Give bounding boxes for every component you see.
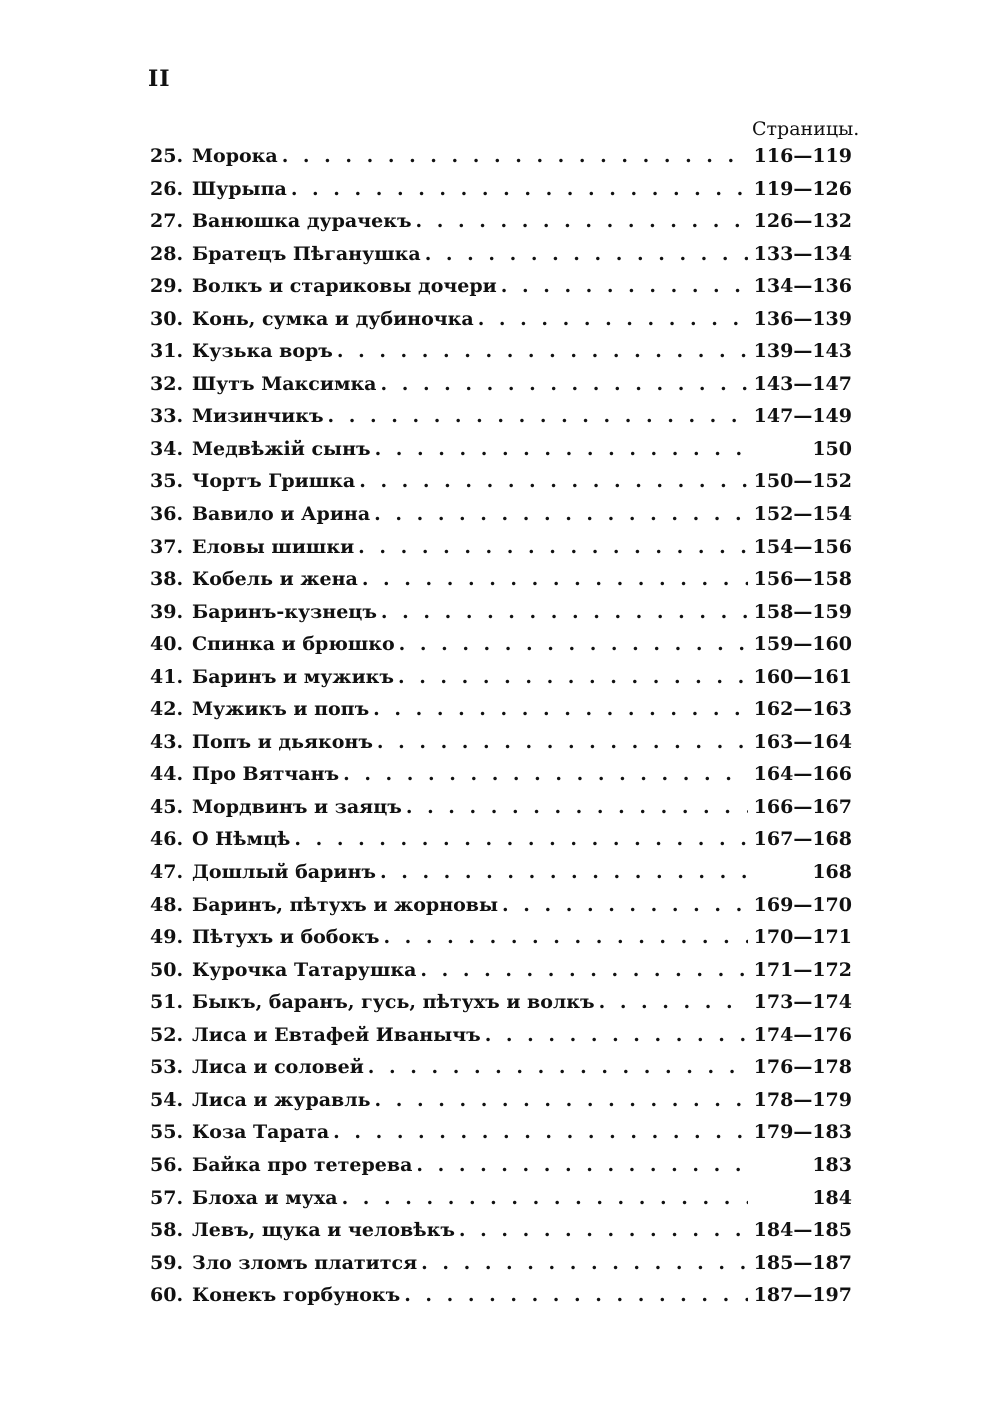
- entry-number: 57.: [150, 1186, 184, 1209]
- toc-entry: [150, 1024, 852, 1057]
- entry-title: Кузька воръ: [192, 340, 333, 363]
- entry-pages: 116—119: [753, 145, 852, 167]
- dot-leader: [421, 1252, 748, 1274]
- entry-pages: 183: [812, 1153, 852, 1176]
- entry-title: Блоха и муха: [192, 1186, 338, 1209]
- entry-pages: 185—187: [753, 1251, 852, 1274]
- toc-entry: [150, 666, 852, 699]
- toc-entry: [150, 275, 852, 308]
- entry-pages: 176—178: [753, 1056, 852, 1079]
- entry-title: Конекъ горбунокъ: [192, 1284, 401, 1307]
- entry-pages: 168: [812, 861, 852, 884]
- toc-entry: [150, 178, 852, 211]
- entry-title: Коза Тарата: [192, 1121, 330, 1144]
- entry-pages: 184—185: [753, 1219, 852, 1242]
- dot-leader: [420, 959, 748, 981]
- entry-title: Быкъ, баранъ, гусь, пѣтухъ и волкъ: [192, 991, 595, 1014]
- entry-number: 52.: [150, 1023, 184, 1046]
- entry-title: Шурыпа: [192, 177, 287, 200]
- toc-entry: [150, 1252, 852, 1285]
- entry-title: Баринъ и мужикъ: [192, 665, 394, 688]
- toc-entry: [150, 1284, 852, 1317]
- entry-number: 56.: [150, 1153, 184, 1176]
- entry-number: 37.: [150, 535, 184, 558]
- dot-leader: [375, 1089, 748, 1111]
- dot-leader: [380, 373, 748, 395]
- dot-leader: [294, 828, 748, 850]
- toc-entry: [150, 1089, 852, 1122]
- entry-pages: 174—176: [753, 1023, 852, 1046]
- entry-title: Пѣтухъ и бобокъ: [192, 926, 380, 949]
- entry-pages: 162—163: [753, 698, 852, 721]
- entry-title: Чортъ Гришка: [192, 470, 356, 493]
- entry-number: 55.: [150, 1121, 184, 1144]
- toc-entry: [150, 373, 852, 406]
- dot-leader: [416, 1154, 748, 1176]
- toc-entry: [150, 145, 852, 178]
- dot-leader: [478, 308, 748, 330]
- dot-leader: [377, 731, 748, 753]
- entry-title: Медвѣжій сынъ: [192, 437, 371, 460]
- entry-number: 32.: [150, 372, 184, 395]
- toc-entry: [150, 861, 852, 894]
- dot-leader: [291, 178, 748, 200]
- entry-number: 43.: [150, 730, 184, 753]
- entry-number: 39.: [150, 600, 184, 623]
- entry-pages: 156—158: [753, 568, 852, 591]
- toc-entry: [150, 210, 852, 243]
- entry-number: 58.: [150, 1219, 184, 1242]
- dot-leader: [502, 894, 748, 916]
- entry-title: Баринъ, пѣтухъ и жорновы: [192, 893, 499, 916]
- dot-leader: [337, 340, 748, 362]
- entry-title: Еловы шишки: [192, 535, 355, 558]
- entry-number: 29.: [150, 275, 184, 298]
- entry-pages: 134—136: [753, 275, 852, 298]
- dot-leader: [359, 470, 748, 492]
- toc-entry: [150, 1187, 852, 1220]
- entry-pages: 160—161: [753, 665, 852, 688]
- dot-leader: [375, 438, 748, 460]
- entry-title: Кобель и жена: [192, 568, 358, 591]
- toc-entry: [150, 633, 852, 666]
- entry-title: Шутъ Максимка: [192, 372, 377, 395]
- entry-number: 27.: [150, 210, 184, 233]
- entry-title: Левъ, щука и человѣкъ: [192, 1219, 455, 1242]
- entry-pages: 187—197: [753, 1284, 852, 1307]
- toc-entry: [150, 1219, 852, 1252]
- entry-pages: 139—143: [753, 340, 852, 363]
- toc-entry: [150, 438, 852, 471]
- toc-entry: [150, 991, 852, 1024]
- entry-pages: 170—171: [753, 926, 852, 949]
- entry-pages: 154—156: [753, 535, 852, 558]
- entry-title: Мизинчикъ: [192, 405, 324, 428]
- entry-title: Волкъ и стариковы дочери: [192, 275, 497, 298]
- entry-pages: 147—149: [753, 405, 852, 428]
- entry-pages: 179—183: [753, 1121, 852, 1144]
- toc-entry: [150, 1056, 852, 1089]
- entry-number: 54.: [150, 1088, 184, 1111]
- entry-pages: 166—167: [753, 795, 852, 818]
- entry-number: 48.: [150, 893, 184, 916]
- entry-title: Мордвинъ и заяцъ: [192, 795, 402, 818]
- entry-title: Попъ и дьяконъ: [192, 730, 373, 753]
- dot-leader: [333, 1121, 748, 1143]
- entry-number: 50.: [150, 958, 184, 981]
- toc-entry: [150, 731, 852, 764]
- page-number: II: [148, 66, 171, 92]
- dot-leader: [501, 275, 748, 297]
- dot-leader: [416, 210, 748, 232]
- pages-column-header: Страницы.: [752, 118, 860, 140]
- entry-title: Конь, сумка и дубиночка: [192, 307, 474, 330]
- toc-entry: [150, 926, 852, 959]
- toc-entry: [150, 243, 852, 276]
- entry-pages: 150—152: [753, 470, 852, 493]
- entry-title: Баринъ-кузнецъ: [192, 600, 377, 623]
- dot-leader: [343, 763, 748, 785]
- toc-entry: [150, 763, 852, 796]
- entry-number: 42.: [150, 698, 184, 721]
- entry-number: 33.: [150, 405, 184, 428]
- dot-leader: [599, 991, 748, 1013]
- toc-entry: [150, 470, 852, 503]
- entry-number: 45.: [150, 795, 184, 818]
- entry-title: Лиса и журавль: [192, 1088, 371, 1111]
- entry-title: Зло зломъ платится: [192, 1251, 418, 1274]
- toc-entry: [150, 536, 852, 569]
- toc-entry: [150, 308, 852, 341]
- entry-number: 59.: [150, 1251, 184, 1274]
- entry-title: Лиса и Евтафей Иванычъ: [192, 1023, 481, 1046]
- entry-pages: 169—170: [753, 893, 852, 916]
- entry-pages: 133—134: [753, 242, 852, 265]
- dot-leader: [404, 1284, 748, 1306]
- toc-entry: [150, 1121, 852, 1154]
- entry-pages: 163—164: [753, 730, 852, 753]
- entry-title: Дошлый баринъ: [192, 861, 376, 884]
- entry-pages: 158—159: [753, 600, 852, 623]
- toc-entry: [150, 894, 852, 927]
- entry-number: 35.: [150, 470, 184, 493]
- entry-number: 51.: [150, 991, 184, 1014]
- entry-title: Про Вятчанъ: [192, 763, 340, 786]
- toc-entry: [150, 405, 852, 438]
- dot-leader: [425, 243, 748, 265]
- entry-pages: 150: [812, 437, 852, 460]
- dot-leader: [383, 926, 748, 948]
- dot-leader: [381, 601, 748, 623]
- dot-leader: [358, 536, 748, 558]
- toc-entry: [150, 959, 852, 992]
- entry-title: Курочка Татарушка: [192, 958, 417, 981]
- dot-leader: [399, 633, 748, 655]
- toc-entry: [150, 340, 852, 373]
- entry-pages: 159—160: [753, 633, 852, 656]
- entry-number: 38.: [150, 568, 184, 591]
- toc-entry: [150, 796, 852, 829]
- entry-number: 60.: [150, 1284, 184, 1307]
- toc-entry: [150, 1154, 852, 1187]
- dot-leader: [406, 796, 748, 818]
- dot-leader: [342, 1187, 748, 1209]
- dot-leader: [459, 1219, 748, 1241]
- entry-pages: 178—179: [753, 1088, 852, 1111]
- entry-number: 44.: [150, 763, 184, 786]
- entry-number: 36.: [150, 503, 184, 526]
- entry-title: Байка про тетерева: [192, 1153, 413, 1176]
- entry-number: 47.: [150, 861, 184, 884]
- entry-number: 53.: [150, 1056, 184, 1079]
- entry-pages: 173—174: [753, 991, 852, 1014]
- entry-pages: 126—132: [753, 210, 852, 233]
- dot-leader: [373, 698, 748, 720]
- dot-leader: [380, 861, 748, 883]
- table-of-contents: [150, 145, 852, 1317]
- toc-entry: [150, 828, 852, 861]
- entry-title: Морока: [192, 145, 278, 167]
- entry-number: 34.: [150, 437, 184, 460]
- dot-leader: [485, 1024, 748, 1046]
- entry-number: 41.: [150, 665, 184, 688]
- entry-title: Лиса и соловей: [192, 1056, 364, 1079]
- entry-pages: 171—172: [753, 958, 852, 981]
- dot-leader: [328, 405, 748, 427]
- entry-pages: 152—154: [753, 503, 852, 526]
- entry-title: Вавило и Арина: [192, 503, 371, 526]
- entry-title: О Нѣмцѣ: [192, 828, 291, 851]
- toc-entry: [150, 503, 852, 536]
- entry-title: Братецъ Пѣганушка: [192, 242, 421, 265]
- entry-pages: 119—126: [753, 177, 852, 200]
- entry-number: 40.: [150, 633, 184, 656]
- dot-leader: [368, 1056, 748, 1078]
- entry-title: Ванюшка дурачекъ: [192, 210, 412, 233]
- entry-pages: 164—166: [753, 763, 852, 786]
- entry-number: 46.: [150, 828, 184, 851]
- entry-number: 31.: [150, 340, 184, 363]
- entry-number: 30.: [150, 307, 184, 330]
- dot-leader: [362, 568, 748, 590]
- entry-pages: 184: [812, 1186, 852, 1209]
- entry-title: Спинка и брюшко: [192, 633, 395, 656]
- entry-number: 49.: [150, 926, 184, 949]
- entry-number: 25.: [150, 145, 184, 167]
- toc-entry: [150, 601, 852, 634]
- entry-title: Мужикъ и попъ: [192, 698, 370, 721]
- dot-leader: [374, 503, 748, 525]
- entry-pages: 167—168: [753, 828, 852, 851]
- entry-number: 28.: [150, 242, 184, 265]
- toc-entry: [150, 698, 852, 731]
- entry-pages: 143—147: [753, 372, 852, 395]
- entry-number: 26.: [150, 177, 184, 200]
- toc-entry: [150, 568, 852, 601]
- dot-leader: [398, 666, 748, 688]
- dot-leader: [282, 145, 748, 167]
- entry-pages: 136—139: [753, 307, 852, 330]
